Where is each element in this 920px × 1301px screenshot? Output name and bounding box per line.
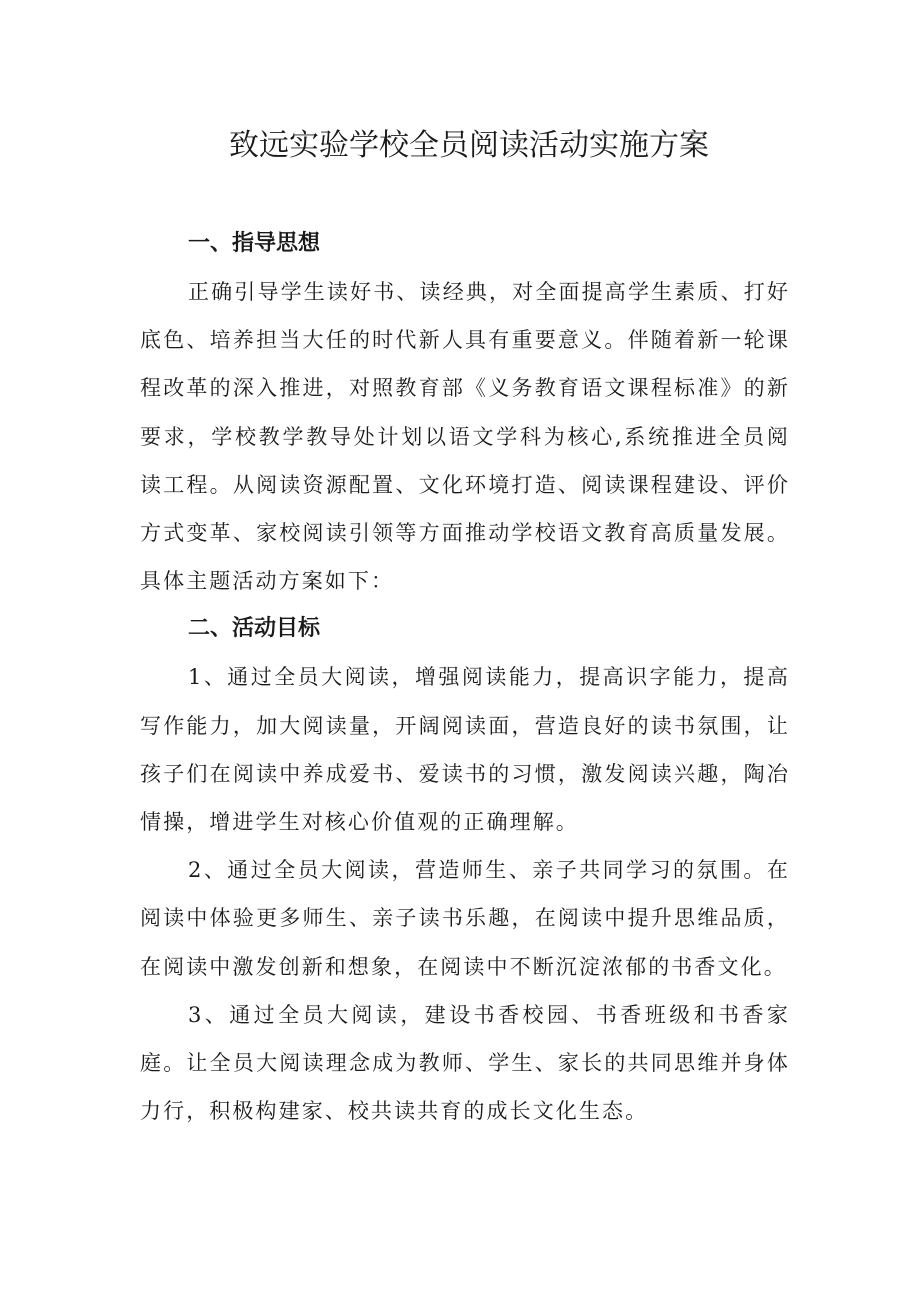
document-title: 致远实验学校全员阅读活动实施方案 — [229, 128, 709, 163]
document-body — [140, 220, 790, 1135]
section-activity-goals — [140, 605, 790, 1135]
goal-paragraph-3: 3、通过全员大阅读，建设书香校园、书香班级和书香家庭。让全员大阅读理念成为教师、学生、家长的共同思维并身体力行，积极构建家、校共读共育的成长文化生态。 — [140, 1002, 790, 1124]
goal-paragraph-1: 1、通过全员大阅读，增强阅读能力，提高识字能力，提高写作能力，加大阅读量，开阔阅读面，营造良好的读书氛围，让孩子们在阅读中养成爱书、爱读书的习惯，激发阅读兴趣，陶冶情操，增进学生对核心价值观的正确理解。 — [140, 665, 790, 835]
section-heading: 二、活动目标 — [188, 616, 321, 642]
paragraph: 正确引导学生读好书、读经典，对全面提高学生素质、打好底色、培养担当大任的时代新人具有重要意义。伴随着新一轮课程改革的深入推进，对照教育部《义务教育语文课程标准》的新要求，学校教学教导处计划以语文学科为核心,系统推进全员阅读工程。从阅读资源配置、文化环境打造、阅读课程建设、评价方式变革、家校阅读引领等方面推动学校语文教育高质量发展。具体主题活动方案如下： — [140, 280, 790, 594]
section-heading: 一、指导思想 — [188, 231, 321, 256]
section-guiding-ideology — [140, 220, 790, 605]
goal-paragraph-2: 2、通过全员大阅读，营造师生、亲子共同学习的氛围。在阅读中体验更多师生、亲子读书乐趣，在阅读中提升思维品质，在阅读中激发创新和想象，在阅读中不断沉淀浓郁的书香文化。 — [140, 858, 790, 979]
